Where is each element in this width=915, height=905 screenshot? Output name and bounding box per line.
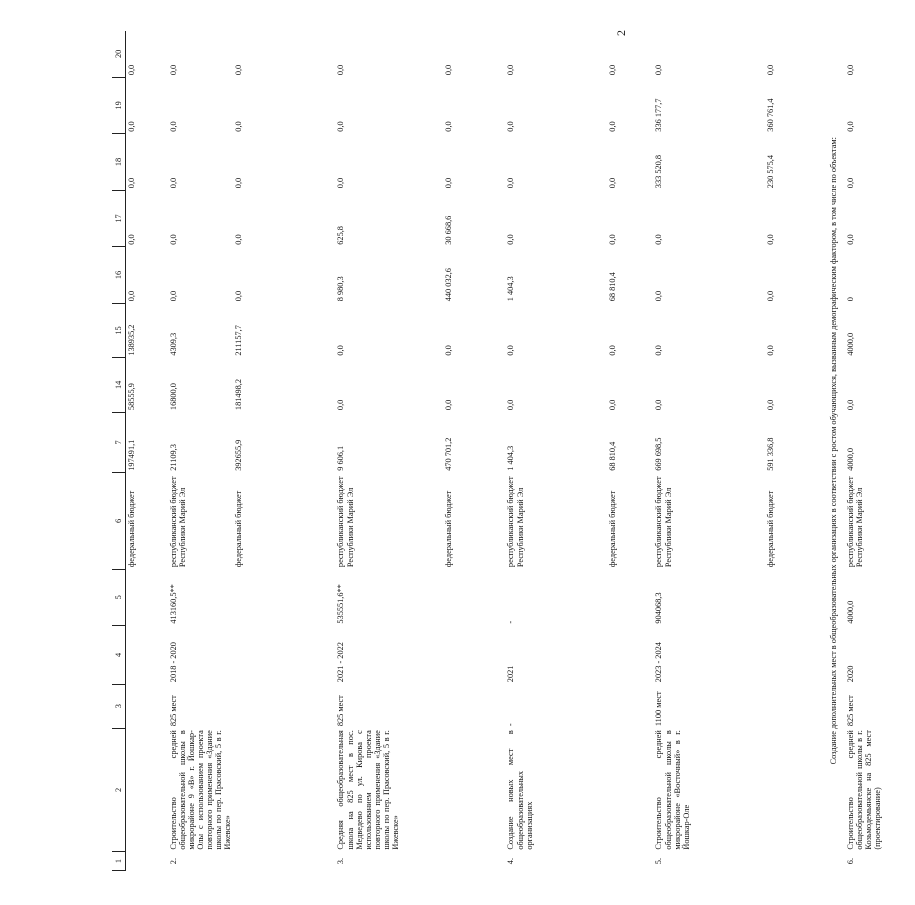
funding-source: республиканский бюджет Республики Марий Эл bbox=[845, 476, 864, 568]
funding-source: федеральный бюджет bbox=[127, 490, 136, 568]
value-col18: 0,0 bbox=[845, 177, 855, 189]
value-col16: 8 980,3 bbox=[336, 276, 346, 302]
value-col14: 58555,9 bbox=[127, 383, 136, 411]
header-cell: 4 bbox=[112, 626, 126, 685]
value-col17: 0,0 bbox=[766, 234, 776, 245]
object-name: Строительство средней общеобразовательной школы в микрорайоне 9 «В» г. Йошкар-Олы с использованием проекта повторного применения «Здание школы по пер. Прасовский, 5 в г. Ижевске» bbox=[168, 730, 233, 850]
funding-source: республиканский бюджет Республики Марий Эл bbox=[336, 476, 355, 568]
period: 2021 - 2022 bbox=[336, 642, 346, 683]
value-col17: 0,0 bbox=[506, 234, 516, 245]
row-number bbox=[607, 852, 653, 871]
financing-table bbox=[112, 31, 915, 871]
header-cell: 7 bbox=[112, 412, 126, 473]
object-name bbox=[607, 728, 653, 852]
rotated-table-region bbox=[112, 31, 882, 871]
estimated-cost bbox=[443, 569, 505, 626]
value-col15: 0,0 bbox=[506, 345, 516, 356]
total-value: 591 336,8 bbox=[766, 437, 776, 471]
capacity: - bbox=[506, 723, 516, 727]
header-row bbox=[112, 31, 126, 871]
header-cell: 18 bbox=[112, 134, 126, 191]
value-col17: 0,0 bbox=[127, 234, 136, 245]
row-number bbox=[765, 852, 823, 871]
period bbox=[233, 626, 335, 685]
value-col15: 0,0 bbox=[336, 345, 346, 356]
value-col18: 333 520,8 bbox=[654, 155, 664, 189]
value-col20: 0,0 bbox=[127, 64, 136, 76]
value-col16: 1 404,3 bbox=[506, 276, 516, 302]
total-value: 392655,9 bbox=[234, 439, 244, 471]
estimated-cost: 904068,3 bbox=[654, 592, 664, 624]
capacity: 825 мест bbox=[845, 695, 855, 727]
total-value: 197491,1 bbox=[127, 439, 136, 471]
value-col15: 4000,0 bbox=[845, 332, 855, 356]
estimated-cost bbox=[126, 569, 168, 626]
object-name bbox=[443, 728, 505, 852]
header-cell: 3 bbox=[112, 684, 126, 728]
estimated-cost: 413160,5** bbox=[168, 584, 178, 624]
period bbox=[443, 626, 505, 685]
table-row bbox=[845, 31, 915, 871]
capacity: 825 мест bbox=[336, 695, 346, 727]
capacity bbox=[126, 684, 168, 728]
funding-source: федеральный бюджет bbox=[444, 490, 454, 568]
value-col16: 0,0 bbox=[168, 290, 178, 302]
capacity bbox=[233, 684, 335, 728]
period: 2020 bbox=[845, 665, 855, 683]
value-col17: 0,0 bbox=[168, 234, 178, 245]
period: 2023 - 2024 bbox=[654, 642, 664, 683]
section-title-row bbox=[823, 31, 844, 871]
value-col14: 181498,2 bbox=[234, 378, 244, 411]
header-cell: 6 bbox=[112, 473, 126, 569]
object-name: Строительство средней общеобразовательной школы в г. Козьмодемьянске на 825 мест (проектирование) bbox=[845, 730, 882, 850]
value-col19: 0,0 bbox=[506, 121, 516, 132]
period bbox=[126, 626, 168, 685]
object-name bbox=[126, 728, 168, 852]
value-col20: 0,0 bbox=[168, 64, 178, 76]
value-col18: 0,0 bbox=[127, 177, 136, 189]
capacity bbox=[443, 684, 505, 728]
funding-source: республиканский бюджет Республики Марий Эл bbox=[654, 476, 673, 568]
value-col15: 138935,2 bbox=[127, 324, 136, 356]
value-col19: 360 761,4 bbox=[766, 98, 776, 132]
total-value: 68 810,4 bbox=[608, 441, 618, 471]
value-col17: 0,0 bbox=[654, 234, 664, 245]
table-row bbox=[765, 31, 823, 871]
estimated-cost bbox=[233, 569, 335, 626]
period: 2018 - 2020 bbox=[168, 642, 178, 683]
value-col20: 0,0 bbox=[234, 64, 244, 76]
capacity: 1100 мест bbox=[654, 691, 664, 727]
header-cell: 5 bbox=[112, 569, 126, 626]
table-row bbox=[233, 31, 335, 871]
capacity: 825 мест bbox=[168, 695, 178, 727]
object-name bbox=[233, 728, 335, 852]
value-col16: 0,0 bbox=[654, 290, 664, 302]
row-number: 5. bbox=[654, 857, 664, 865]
row-number bbox=[126, 852, 168, 871]
funding-source: федеральный бюджет bbox=[234, 490, 244, 568]
value-col19: 0,0 bbox=[127, 121, 136, 132]
total-value: 470 701,2 bbox=[444, 437, 454, 471]
section-title: Создание дополнительных мест в общеобразовательных организациях в соответствии с ростом обучающихся, вызванным демографическим фактором, в том числе по объектам: bbox=[829, 137, 839, 765]
table-row bbox=[335, 31, 443, 871]
value-col20: 0,0 bbox=[654, 64, 664, 76]
value-col14: 0,0 bbox=[766, 399, 776, 411]
header-cell: 2 bbox=[112, 728, 126, 852]
header-cell: 19 bbox=[112, 77, 126, 134]
total-value: 4000,0 bbox=[845, 447, 855, 471]
value-col18: 0,0 bbox=[444, 177, 454, 189]
value-col17: 0,0 bbox=[845, 234, 855, 245]
funding-source: республиканский бюджет Республики Марий Эл bbox=[506, 476, 525, 568]
value-col17: 30 668,6 bbox=[444, 215, 454, 245]
value-col15: 0,0 bbox=[766, 345, 776, 356]
value-col16: 0 bbox=[845, 297, 855, 302]
estimated-cost: - bbox=[506, 620, 516, 624]
value-col16: 0,0 bbox=[234, 290, 244, 302]
value-col17: 625,8 bbox=[336, 226, 346, 245]
row-number: 4. bbox=[506, 857, 516, 865]
value-col19: 0,0 bbox=[845, 121, 855, 132]
header-cell: 14 bbox=[112, 358, 126, 412]
period: 2021 bbox=[506, 665, 516, 683]
value-col14: 0,0 bbox=[845, 399, 855, 411]
row-number: 2. bbox=[168, 857, 178, 865]
object-name: Создание новых мест в общеобразовательных организациях bbox=[506, 730, 534, 850]
row-number bbox=[443, 852, 505, 871]
total-value: 1 404,3 bbox=[506, 445, 516, 471]
value-col15: 0,0 bbox=[608, 345, 618, 356]
value-col14: 0,0 bbox=[336, 399, 346, 411]
header-cell: 20 bbox=[112, 31, 126, 77]
value-col20: 0,0 bbox=[444, 64, 454, 76]
value-col15: 211157,7 bbox=[234, 325, 244, 356]
row-number: 6. bbox=[845, 857, 855, 865]
value-col16: 0,0 bbox=[127, 290, 136, 302]
period bbox=[607, 626, 653, 685]
value-col18: 0,0 bbox=[234, 177, 244, 189]
value-col14: 0,0 bbox=[444, 399, 454, 411]
total-value: 669 698,5 bbox=[654, 437, 664, 471]
value-col19: 0,0 bbox=[336, 121, 346, 132]
row-number: 3. bbox=[336, 857, 346, 865]
value-col14: 0,0 bbox=[654, 399, 664, 411]
value-col20: 0,0 bbox=[506, 64, 516, 76]
object-name: Строительство средней общеобразовательной школы в микрорайоне «Восточный» в г. Йошкар-Оле bbox=[654, 730, 691, 850]
period bbox=[765, 626, 823, 685]
value-col14: 0,0 bbox=[608, 399, 618, 411]
funding-source: федеральный бюджет bbox=[766, 490, 776, 568]
value-col16: 68 810,4 bbox=[608, 272, 618, 302]
funding-source: федеральный бюджет bbox=[608, 490, 618, 568]
object-name bbox=[765, 728, 823, 852]
value-col17: 0,0 bbox=[608, 234, 618, 245]
estimated-cost bbox=[765, 569, 823, 626]
value-col18: 230 575,4 bbox=[766, 155, 776, 189]
header-cell: 17 bbox=[112, 190, 126, 247]
table-row bbox=[443, 31, 505, 871]
value-col18: 0,0 bbox=[608, 177, 618, 189]
value-col19: 0,0 bbox=[168, 121, 178, 132]
page-number: 2 bbox=[614, 30, 628, 36]
value-col20: 0,0 bbox=[608, 64, 618, 76]
value-col15: 4309,3 bbox=[168, 332, 178, 356]
value-col19: 336 177,7 bbox=[654, 98, 664, 132]
header-cell: 15 bbox=[112, 303, 126, 357]
value-col16: 0,0 bbox=[766, 290, 776, 302]
value-col15: 0,0 bbox=[654, 345, 664, 356]
table-row bbox=[126, 31, 168, 871]
table-row bbox=[168, 31, 234, 871]
table-row bbox=[607, 31, 653, 871]
capacity bbox=[765, 684, 823, 728]
row-number bbox=[233, 852, 335, 871]
value-col20: 0,0 bbox=[336, 64, 346, 76]
table-row bbox=[653, 31, 765, 871]
header-cell: 1 bbox=[112, 852, 126, 871]
value-col18: 0,0 bbox=[506, 177, 516, 189]
value-col14: 16800,0 bbox=[168, 383, 178, 411]
value-col14: 0,0 bbox=[506, 399, 516, 411]
value-col18: 0,0 bbox=[168, 177, 178, 189]
value-col18: 0,0 bbox=[336, 177, 346, 189]
total-value: 21109,3 bbox=[168, 444, 178, 471]
value-col20: 0,0 bbox=[845, 64, 855, 76]
estimated-cost: 535551,6** bbox=[336, 584, 346, 624]
value-col19: 0,0 bbox=[608, 121, 618, 132]
value-col19: 0,0 bbox=[444, 121, 454, 132]
table-row bbox=[505, 31, 607, 871]
value-col15: 0,0 bbox=[444, 345, 454, 356]
capacity bbox=[607, 684, 653, 728]
value-col17: 0,0 bbox=[234, 234, 244, 245]
value-col20: 0,0 bbox=[766, 64, 776, 76]
object-name: Средняя общеобразовательная школа на 825 мест в пос. Медведево по ул. Кирова с использованием проекта повторного применения «Здание школы по пер. Прасовский, 5 в г. Ижевске» bbox=[336, 730, 401, 850]
value-col16: 440 032,6 bbox=[444, 268, 454, 302]
funding-source: республиканский бюджет Республики Марий Эл bbox=[168, 476, 187, 568]
total-value: 9 606,1 bbox=[336, 445, 346, 471]
estimated-cost: 4000,0 bbox=[845, 600, 855, 624]
header-cell: 16 bbox=[112, 247, 126, 304]
value-col19: 0,0 bbox=[234, 121, 244, 132]
estimated-cost bbox=[607, 569, 653, 626]
